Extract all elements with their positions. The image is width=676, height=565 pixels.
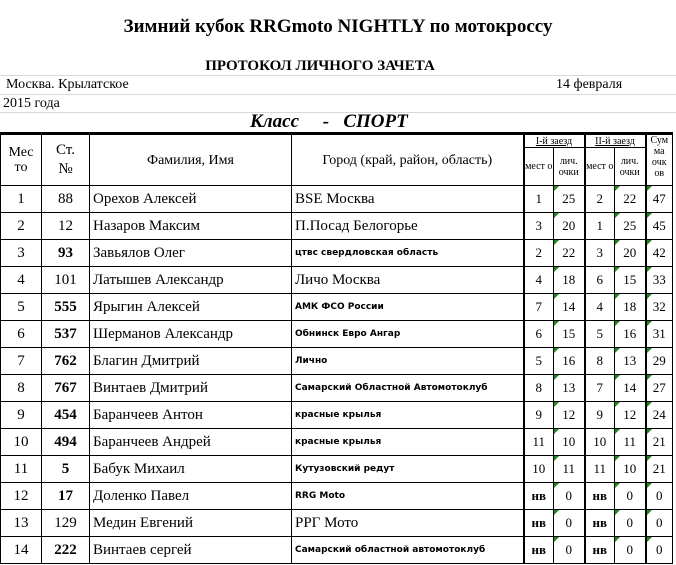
cell-place: 6 xyxy=(1,321,42,348)
cell-race1-points: 22 xyxy=(554,240,585,267)
cell-race1-points: 16 xyxy=(554,348,585,375)
location: Москва. Крылатское xyxy=(6,77,129,92)
cell-name: Баранчеев Андрей xyxy=(90,429,292,456)
cell-sum: 21 xyxy=(646,456,673,483)
cell-sum: 32 xyxy=(646,294,673,321)
table-row xyxy=(1,402,673,429)
cell-place: 9 xyxy=(1,402,42,429)
cell-city: Лично xyxy=(292,348,524,375)
cell-race2-place: 6 xyxy=(585,267,615,294)
cell-place: 12 xyxy=(1,483,42,510)
cell-start-number: 537 xyxy=(42,321,90,348)
cell-start-number: 101 xyxy=(42,267,90,294)
cell-start-number: 88 xyxy=(42,186,90,213)
cell-start-number: 762 xyxy=(42,348,90,375)
cell-race2-place: 10 xyxy=(585,429,615,456)
results-table xyxy=(0,132,673,564)
cell-city: Обнинск Евро Ангар xyxy=(292,321,524,348)
cell-race1-points: 0 xyxy=(554,510,585,537)
cell-race2-points: 10 xyxy=(615,456,646,483)
cell-sum: 0 xyxy=(646,510,673,537)
cell-race2-points: 22 xyxy=(615,186,646,213)
cell-place: 7 xyxy=(1,348,42,375)
cell-race1-place: нв xyxy=(524,483,554,510)
cell-race2-place: 5 xyxy=(585,321,615,348)
cell-race1-points: 20 xyxy=(554,213,585,240)
cell-place: 10 xyxy=(1,429,42,456)
cell-start-number: 17 xyxy=(42,483,90,510)
table-row xyxy=(1,483,673,510)
table-row xyxy=(1,348,673,375)
header-sum: Сум ма очк ов xyxy=(646,134,673,186)
cell-name: Доленко Павел xyxy=(90,483,292,510)
cell-race2-points: 16 xyxy=(615,321,646,348)
cell-city: Кутузовский редут xyxy=(292,456,524,483)
cell-place: 13 xyxy=(1,510,42,537)
cell-race2-place: 2 xyxy=(585,186,615,213)
cell-sum: 45 xyxy=(646,213,673,240)
cell-race1-points: 12 xyxy=(554,402,585,429)
cell-race1-points: 13 xyxy=(554,375,585,402)
cell-start-number: 222 xyxy=(42,537,90,564)
cell-race1-place: 6 xyxy=(524,321,554,348)
cell-place: 8 xyxy=(1,375,42,402)
cell-race2-points: 20 xyxy=(615,240,646,267)
cell-race2-points: 12 xyxy=(615,402,646,429)
cell-race2-place: 4 xyxy=(585,294,615,321)
cell-name: Винтаев Дмитрий xyxy=(90,375,292,402)
cell-sum: 31 xyxy=(646,321,673,348)
cell-race1-place: 4 xyxy=(524,267,554,294)
cell-race1-place: 5 xyxy=(524,348,554,375)
cell-sum: 47 xyxy=(646,186,673,213)
cell-sum: 27 xyxy=(646,375,673,402)
cell-race2-points: 13 xyxy=(615,348,646,375)
cell-sum: 0 xyxy=(646,537,673,564)
cell-race1-place: 2 xyxy=(524,240,554,267)
cell-race2-place: 1 xyxy=(585,213,615,240)
cell-city: красные крылья xyxy=(292,429,524,456)
cell-sum: 42 xyxy=(646,240,673,267)
cell-name: Шерманов Александр xyxy=(90,321,292,348)
cell-start-number: 93 xyxy=(42,240,90,267)
document-title: Зимний кубок RRGmoto NIGHTLY по мотокроссу xyxy=(123,16,553,37)
cell-city: BSE Москва xyxy=(292,186,524,213)
header-race2-points: лич. очки xyxy=(615,148,646,186)
cell-race1-place: нв xyxy=(524,537,554,564)
cell-city: АМК ФСО России xyxy=(292,294,524,321)
cell-race1-place: 3 xyxy=(524,213,554,240)
cell-name: Бабук Михаил xyxy=(90,456,292,483)
cell-sum: 29 xyxy=(646,348,673,375)
cell-name: Назаров Максим xyxy=(90,213,292,240)
cell-sum: 0 xyxy=(646,483,673,510)
cell-race1-points: 11 xyxy=(554,456,585,483)
cell-race2-points: 14 xyxy=(615,375,646,402)
cell-city: П.Посад Белогорье xyxy=(292,213,524,240)
cell-start-number: 5 xyxy=(42,456,90,483)
cell-race1-points: 10 xyxy=(554,429,585,456)
cell-start-number: 555 xyxy=(42,294,90,321)
cell-place: 11 xyxy=(1,456,42,483)
cell-city: красные крылья xyxy=(292,402,524,429)
cell-name: Баранчеев Антон xyxy=(90,402,292,429)
cell-city: РРГ Мото xyxy=(292,510,524,537)
table-row xyxy=(1,294,673,321)
header-place: Мес то xyxy=(1,134,42,186)
protocol-heading: ПРОТОКОЛ ЛИЧНОГО ЗАЧЕТА xyxy=(205,58,435,74)
header-race1: I-й заезд xyxy=(524,134,585,148)
cell-city: RRG Moto xyxy=(292,483,524,510)
date: 14 февраля xyxy=(556,77,623,92)
cell-race1-points: 25 xyxy=(554,186,585,213)
table-row xyxy=(1,456,673,483)
header-city: Город (край, район, область) xyxy=(292,134,524,186)
cell-race1-place: нв xyxy=(524,510,554,537)
cell-race1-place: 9 xyxy=(524,402,554,429)
cell-race2-points: 0 xyxy=(615,483,646,510)
table-row xyxy=(1,429,673,456)
cell-name: Медин Евгений xyxy=(90,510,292,537)
cell-start-number: 767 xyxy=(42,375,90,402)
year: 2015 года xyxy=(3,96,60,111)
cell-race2-place: нв xyxy=(585,510,615,537)
header-race1-points: лич. очки xyxy=(554,148,585,186)
cell-sum: 33 xyxy=(646,267,673,294)
cell-race2-points: 18 xyxy=(615,294,646,321)
cell-start-number: 12 xyxy=(42,213,90,240)
header-name: Фамилия, Имя xyxy=(90,134,292,186)
cell-race1-place: 11 xyxy=(524,429,554,456)
cell-race1-place: 8 xyxy=(524,375,554,402)
cell-race1-place: 1 xyxy=(524,186,554,213)
cell-start-number: 454 xyxy=(42,402,90,429)
cell-start-number: 494 xyxy=(42,429,90,456)
cell-race1-points: 18 xyxy=(554,267,585,294)
cell-race2-points: 15 xyxy=(615,267,646,294)
cell-race2-place: нв xyxy=(585,537,615,564)
cell-race2-points: 0 xyxy=(615,510,646,537)
cell-race1-points: 14 xyxy=(554,294,585,321)
cell-city: Самарский областной автомотоклуб xyxy=(292,537,524,564)
cell-sum: 24 xyxy=(646,402,673,429)
cell-name: Завьялов Олег xyxy=(90,240,292,267)
cell-race2-place: 9 xyxy=(585,402,615,429)
cell-race1-place: 7 xyxy=(524,294,554,321)
table-row xyxy=(1,213,673,240)
cell-name: Винтаев сергей xyxy=(90,537,292,564)
cell-name: Благин Дмитрий xyxy=(90,348,292,375)
cell-race1-points: 15 xyxy=(554,321,585,348)
cell-race2-points: 0 xyxy=(615,537,646,564)
cell-race2-place: 8 xyxy=(585,348,615,375)
cell-place: 5 xyxy=(1,294,42,321)
table-row xyxy=(1,321,673,348)
table-row xyxy=(1,240,673,267)
cell-place: 14 xyxy=(1,537,42,564)
cell-name: Латышев Александр xyxy=(90,267,292,294)
header-race2-place: мест о xyxy=(585,148,615,186)
cell-race2-place: 11 xyxy=(585,456,615,483)
table-row xyxy=(1,267,673,294)
table-row xyxy=(1,375,673,402)
cell-race1-points: 0 xyxy=(554,483,585,510)
cell-name: Орехов Алексей xyxy=(90,186,292,213)
table-row xyxy=(1,510,673,537)
cell-place: 1 xyxy=(1,186,42,213)
cell-name: Ярыгин Алексей xyxy=(90,294,292,321)
cell-place: 3 xyxy=(1,240,42,267)
table-row xyxy=(1,537,673,564)
cell-race1-points: 0 xyxy=(554,537,585,564)
cell-sum: 21 xyxy=(646,429,673,456)
cell-city: цтвс свердловская область xyxy=(292,240,524,267)
header-start-number: Ст. № xyxy=(42,134,90,186)
cell-city: Самарский Областной Автомотоклуб xyxy=(292,375,524,402)
table-row xyxy=(1,186,673,213)
cell-race2-points: 25 xyxy=(615,213,646,240)
cell-race2-place: 3 xyxy=(585,240,615,267)
cell-race2-place: 7 xyxy=(585,375,615,402)
cell-start-number: 129 xyxy=(42,510,90,537)
cell-race2-points: 11 xyxy=(615,429,646,456)
header-race2: II-й заезд xyxy=(585,134,646,148)
class-heading: Класс - СПОРТ xyxy=(250,111,408,132)
cell-race1-place: 10 xyxy=(524,456,554,483)
cell-race2-place: нв xyxy=(585,483,615,510)
cell-place: 4 xyxy=(1,267,42,294)
header-race1-place: мест о xyxy=(524,148,554,186)
cell-city: Личо Москва xyxy=(292,267,524,294)
cell-place: 2 xyxy=(1,213,42,240)
